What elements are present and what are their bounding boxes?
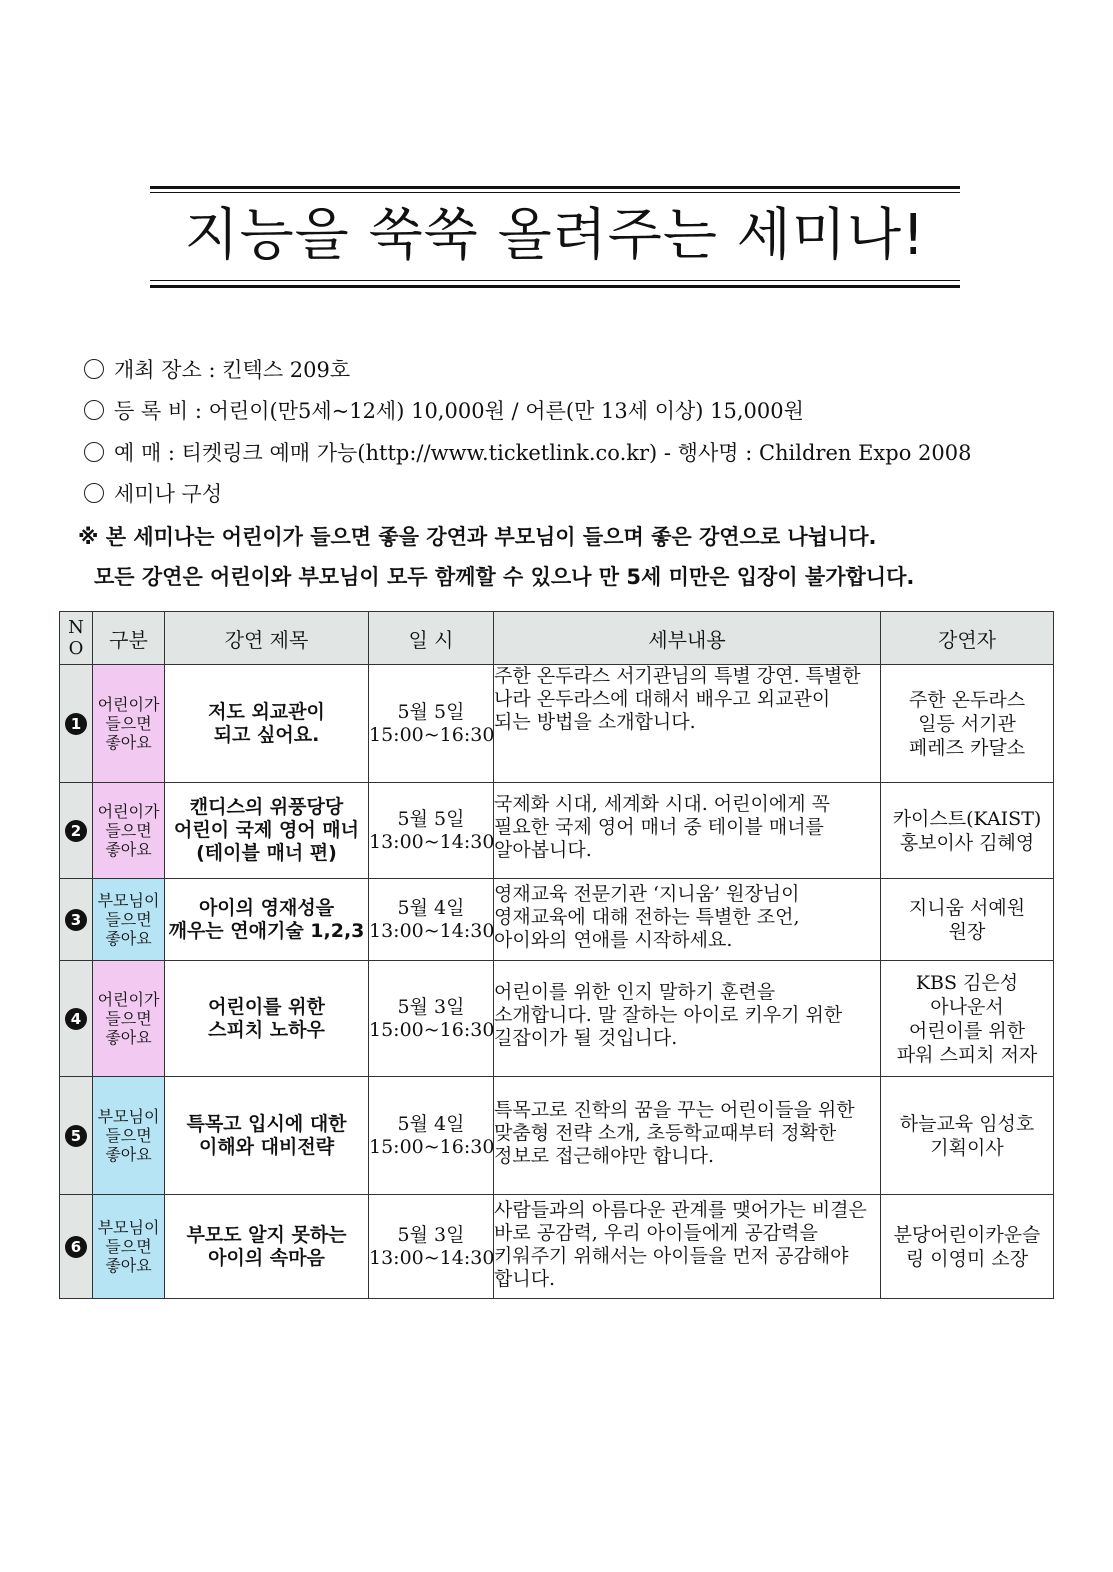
circle-bullet-icon (84, 400, 104, 420)
row-detail: 영재교육 전문기관 ‘지니움’ 원장님이 영재교육에 대해 전하는 특별한 조언, 아이와의 연애를 시작하세요. (494, 879, 881, 961)
header-no: N O (60, 612, 93, 665)
row-datetime: 5월 3일 15:00~16:30 (369, 961, 494, 1077)
info-venue (84, 356, 1064, 384)
row-title: 특목고 입시에 대한 이해와 대비전략 (165, 1077, 369, 1195)
row-category: 부모님이 들으면 좋아요 (93, 1195, 165, 1299)
number-badge: 5 (65, 1125, 87, 1147)
row-detail: 주한 온두라스 서기관님의 특별 강연. 특별한 나라 온두라스에 대해서 배우고 외교관이 되는 방법을 소개합니다. (494, 665, 881, 783)
title-top-rule (150, 186, 960, 189)
note-line-1: ※ 본 세미나는 어린이가 들으면 좋을 강연과 부모님이 들으며 좋은 강연으로 나뉩니다. (78, 525, 877, 549)
info-text: 예 매 : 티켓링크 예매 가능(http://www.ticketlink.co.kr) - 행사명 : Children Expo 2008 (114, 441, 972, 465)
row-category: 어린이가 들으면 좋아요 (93, 783, 165, 879)
title-block (150, 186, 960, 290)
table-header-row (60, 612, 1054, 665)
header-detail: 세부내용 (494, 612, 881, 665)
row-category: 어린이가 들으면 좋아요 (93, 961, 165, 1077)
title-bottom-rule (150, 285, 960, 288)
circle-bullet-icon (84, 442, 104, 462)
number-badge: 4 (65, 1008, 87, 1030)
row-category: 부모님이 들으면 좋아요 (93, 879, 165, 961)
seminar-table (59, 611, 1054, 1299)
row-datetime: 5월 5일 15:00~16:30 (369, 665, 494, 783)
header-speaker: 강연자 (881, 612, 1054, 665)
row-datetime: 5월 4일 15:00~16:30 (369, 1077, 494, 1195)
number-badge: 3 (65, 909, 87, 931)
row-number (60, 665, 93, 783)
info-fee (84, 397, 1064, 425)
row-speaker: 분당어린이카운슬 링 이영미 소장 (881, 1195, 1054, 1299)
info-text: 세미나 구성 (114, 482, 223, 506)
row-datetime: 5월 5일 13:00~14:30 (369, 783, 494, 879)
title-bottom-rule-thin (150, 280, 960, 281)
row-speaker: KBS 김은성 아나운서 어린이를 위한 파워 스피치 저자 (881, 961, 1054, 1077)
number-badge: 6 (65, 1236, 87, 1258)
table-row (60, 879, 1054, 961)
row-title: 부모도 알지 못하는 아이의 속마음 (165, 1195, 369, 1299)
table-row (60, 1195, 1054, 1299)
circle-bullet-icon (84, 483, 104, 503)
info-reservation (84, 439, 1064, 467)
number-badge: 2 (65, 820, 87, 842)
note-line-2: 모든 강연은 어린이와 부모님이 모두 함께할 수 있으나 만 5세 미만은 입장이 불가합니다. (94, 565, 915, 589)
info-text: 등 록 비 : 어린이(만5세~12세) 10,000원 / 어른(만 13세 이상) 15,000원 (114, 399, 804, 423)
table-row (60, 1077, 1054, 1195)
row-detail: 어린이를 위한 인지 말하기 훈련을 소개합니다. 말 잘하는 아이로 키우기 위한 길잡이가 될 것입니다. (494, 961, 881, 1077)
row-speaker: 지니움 서예원 원장 (881, 879, 1054, 961)
table-row (60, 783, 1054, 879)
row-speaker: 카이스트(KAIST) 홍보이사 김혜영 (881, 783, 1054, 879)
row-category: 어린이가 들으면 좋아요 (93, 665, 165, 783)
row-number (60, 783, 93, 879)
row-title: 캔디스의 위풍당당 어린이 국제 영어 매너 (테이블 매너 편) (165, 783, 369, 879)
circle-bullet-icon (84, 359, 104, 379)
row-speaker: 주한 온두라스 일등 서기관 페레즈 카달소 (881, 665, 1054, 783)
row-detail: 사람들과의 아름다운 관계를 맺어가는 비결은 바로 공감력, 우리 아이들에게 공감력을 키워주기 위해서는 아이들을 먼저 공감해야 합니다. (494, 1195, 881, 1299)
row-speaker: 하늘교육 임성호 기획이사 (881, 1077, 1054, 1195)
row-number (60, 1195, 93, 1299)
row-detail: 특목고로 진학의 꿈을 꾸는 어린이들을 위한 맞춤형 전략 소개, 초등학교때부터 정확한 정보로 접근해야만 합니다. (494, 1077, 881, 1195)
header-title: 강연 제목 (165, 612, 369, 665)
row-datetime: 5월 3일 13:00~14:30 (369, 1195, 494, 1299)
row-title: 어린이를 위한 스피치 노하우 (165, 961, 369, 1077)
row-detail: 국제화 시대, 세계화 시대. 어린이에게 꼭 필요한 국제 영어 매너 중 테이블 매너를 알아봅니다. (494, 783, 881, 879)
title-top-rule-thin (150, 192, 960, 193)
row-number (60, 961, 93, 1077)
row-datetime: 5월 4일 13:00~14:30 (369, 879, 494, 961)
row-number (60, 879, 93, 961)
row-number (60, 1077, 93, 1195)
header-datetime: 일 시 (369, 612, 494, 665)
row-title: 저도 외교관이 되고 싶어요. (165, 665, 369, 783)
header-category: 구분 (93, 612, 165, 665)
row-title: 아이의 영재성을 깨우는 연애기술 1,2,3 (165, 879, 369, 961)
info-composition (84, 480, 1064, 508)
row-category: 부모님이 들으면 좋아요 (93, 1077, 165, 1195)
table-row (60, 961, 1054, 1077)
page-title: 지능을 쑥쑥 올려주는 세미나! (184, 203, 926, 268)
table-row (60, 665, 1054, 783)
info-text: 개최 장소 : 킨텍스 209호 (114, 358, 351, 382)
number-badge: 1 (65, 713, 87, 735)
